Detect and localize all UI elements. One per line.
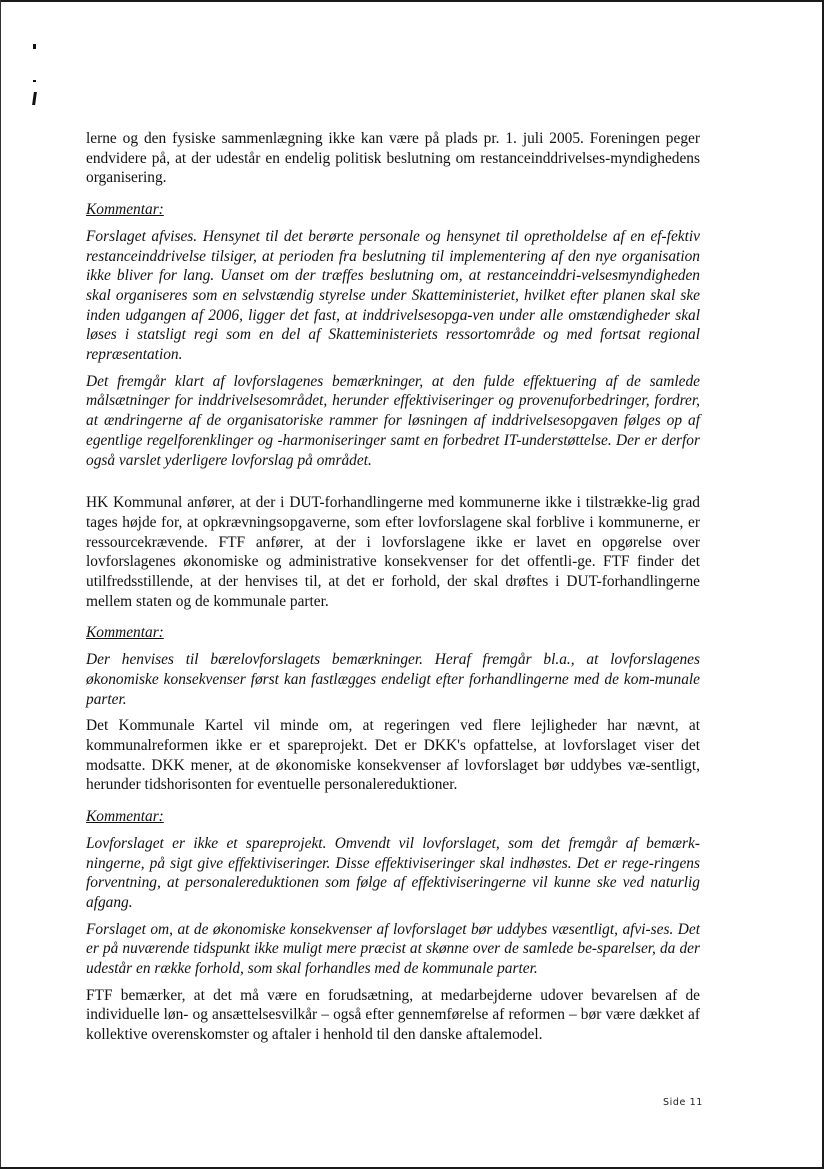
page-border-top	[0, 0, 824, 2]
scan-artifact-mark	[33, 44, 36, 49]
comment-heading: Kommentar:	[86, 624, 164, 642]
page-number: Side 11	[663, 1097, 703, 1108]
scan-artifact-mark	[32, 92, 37, 105]
comment-heading: Kommentar:	[86, 808, 164, 826]
comment-paragraph: Det fremgår klart af lovforslagenes bemærkninger, at den fulde effektuering af de samlede målsætninger for inddrivelsesområdet, herunder effektiviseringer og provenuforbedringer, fordrer, at ændringerne af de organisatoriske rammer for løsningen af inddrivelsesopgaven følges op af egentlige regelforenklinger og -harmoniseringer samt en forbedret IT-understøttelse. Der er derfor også varslet yderligere lovforslag på området.	[86, 372, 700, 469]
body-paragraph: FTF bemærker, at det må være en forudsætning, at medarbejderne udover bevarelsen af de individuelle løn- og ansættelsesvilkår – også efter gennemførelse af reformen – bør være dækket af kollektive overenskomster og aftaler i henhold til den danske aftalemodel.	[86, 986, 700, 1044]
scan-artifact-mark	[33, 80, 36, 82]
comment-heading: Kommentar:	[86, 201, 164, 219]
comment-paragraph: Lovforslaget er ikke et spareprojekt. Omvendt vil lovforslaget, som det fremgår af bemærk-ningerne, på sigt give effektiviseringer. Disse effektiviseringer skal indhøstes. Det er rege-ringens forventning, at personalereduktionen som følge af effektiviseringerne vil kunne ske ved naturlig afgang.	[86, 834, 700, 911]
body-paragraph: lerne og den fysiske sammenlægning ikke kan være på plads pr. 1. juli 2005. Foreningen peger endvidere på, at der udestår en endelig politisk beslutning om restanceinddrivelses-myndighedens organisering.	[86, 130, 700, 187]
comment-paragraph: Forslaget om, at de økonomiske konsekvenser af lovforslaget bør uddybes væsentligt, afvi-ses. Det er på nuværende tidspunkt ikke muligt mere præcist at skønne over de samlede be-sparelser, da der udestår en række forhold, som skal forhandles med de kommunale parter.	[86, 920, 700, 978]
comment-paragraph: Der henvises til bærelovforslagets bemærkninger. Heraf fremgår bl.a., at lovforslagenes økonomiske konsekvenser først kan fastlægges endeligt efter forhandlingerne med de kom-munale parter.	[86, 651, 700, 708]
page-border-left	[0, 0, 1, 1169]
body-paragraph: HK Kommunal anfører, at der i DUT-forhandlingerne med kommunerne ikke i tilstrække-lig grad tages højde for, at opkrævningsopgaverne, som efter lovforslagene skal forblive i kommunerne, er ressourcekrævende. FTF anfører, at der i lovforslagene ikke er lavet en opgørelse over lovforslagenes økonomiske og administrative konsekvenser for det offentli-ge. FTF finder det utilfredsstillende, at der henvises til, at det er forhold, der skal drøftes i DUT-forhandlingerne mellem staten og de kommunale parter.	[86, 494, 700, 610]
document-body	[86, 129, 700, 1045]
comment-paragraph: Forslaget afvises. Hensynet til det berørte personale og hensynet til opretholdelse af en ef-fektiv restanceinddrivelse tilsiger, at perioden fra beslutning til implementering af den nye organisation ikke bliver for lang. Uanset om der træffes beslutning om, at restanceinddri-velsesmyndigheden skal organiseres som en selvstændig styrelse under Skatteministeriet, hvilket efter planen skal ske inden udgangen af 2006, ligger det fast, at inddrivelsesopga-ven under alle omstændigheder skal løses i statsligt regi som en del af Skatteministeriets ressortområde og med fortsat regional repræsentation.	[86, 227, 700, 364]
body-paragraph: Det Kommunale Kartel vil minde om, at regeringen ved flere lejligheder har nævnt, at kommunalreformen ikke er et spareprojekt. Det er DKK's opfattelse, at lovforslaget viser det modsatte. DKK mener, at de økonomiske konsekvenser af lovforslaget bør uddybes væ-sentligt, herunder tidshorisonten for eventuelle personalereduktioner.	[86, 717, 700, 794]
